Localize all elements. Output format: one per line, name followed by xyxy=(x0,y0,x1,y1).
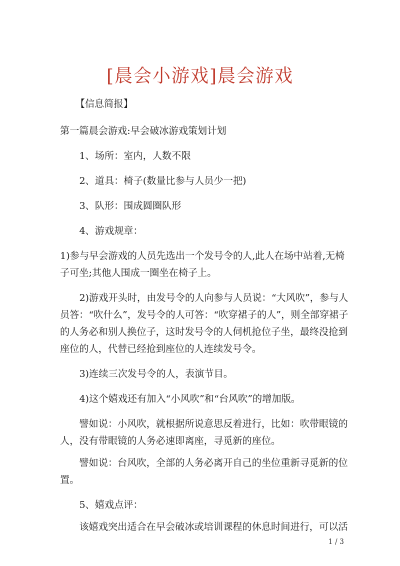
rule-paragraph-1: 1)参与早会游戏的人员先选出一个发号令的人,此人在场中站着,无椅子可坐;其他人围成一圈坐在椅子上。 xyxy=(60,251,345,279)
item-rules-heading: 4、游戏规章： xyxy=(79,226,143,237)
page-number: 1 / 3 xyxy=(328,538,344,546)
document-body xyxy=(60,96,350,536)
subtitle: 第一篇晨会游戏:早会破冰游戏策划计划 xyxy=(60,126,227,137)
item-formation: 3、队形：围成圆圈队形 xyxy=(79,201,182,212)
rule-paragraph-2: 2)游戏开头时，由发号令的人向参与人员说：“大风吹”，参与人员答：“吹什么”，发号令的人可答：“吹穿裙子的人”，则全部穿裙子的人务必和别人换位子，这时发号令的人伺机抢位子坐，最终没抢到座位的人，代替已经抢到座位的人连续发号令。 xyxy=(60,293,349,355)
item-props: 2、道具：椅子(数量比参与人员少一把) xyxy=(79,176,247,187)
review-heading: 5、嬉戏点评： xyxy=(79,500,143,511)
section-label: 【信息简报】 xyxy=(75,99,133,110)
rule-paragraph-3: 3)连续三次发号令的人，表演节目。 xyxy=(79,369,233,380)
review-text: 该嬉戏突出适合在早会破冰或培训课程的休息时间进行，可以活 xyxy=(79,522,348,533)
item-venue: 1、场所：室内，人数不限 xyxy=(79,151,191,162)
rule-paragraph-5: 譬如说：小风吹，就根据所说意思反着进行，比如：吹带眼镜的人，没有带眼镜的人务必速即离座，寻觅新的座位。 xyxy=(60,419,348,447)
document-title: [晨会小游戏]晨会游戏 xyxy=(106,66,294,87)
rule-paragraph-4: 4)这个嬉戏还有加入“小风吹”和“台风吹”的增加版。 xyxy=(79,394,301,405)
rule-paragraph-6: 譬如说：台风吹，全部的人务必离开自己的坐位重新寻觅新的位置。 xyxy=(60,458,348,486)
